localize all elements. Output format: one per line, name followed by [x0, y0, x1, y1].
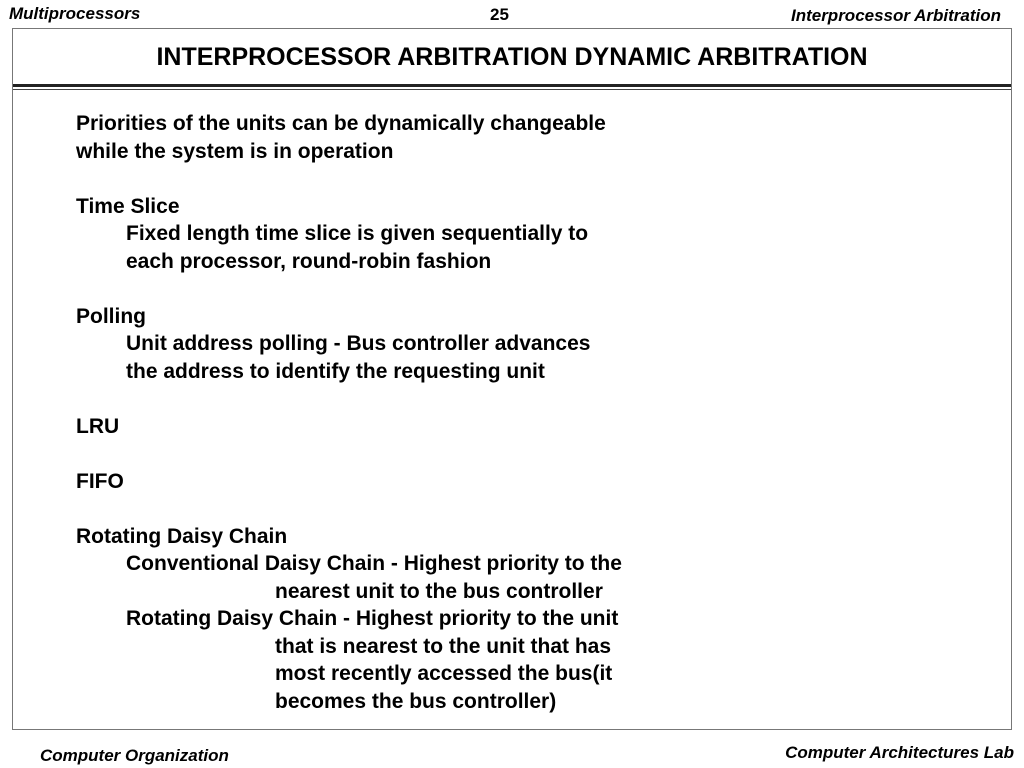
header-course-name: Multiprocessors	[9, 4, 141, 23]
section-heading-time-slice: Time Slice	[76, 194, 180, 218]
section-heading-rotating-daisy-chain: Rotating Daisy Chain	[76, 524, 288, 548]
spacer	[76, 165, 936, 193]
spacer	[76, 385, 936, 413]
time-slice-detail: Fixed length time slice is given sequentially to	[126, 222, 589, 245]
time-slice-detail: each processor, round-robin fashion	[126, 249, 492, 273]
title-divider-thick	[13, 84, 1011, 87]
header-topic: Interprocessor Arbitration	[790, 6, 1001, 25]
spacer	[76, 495, 936, 523]
section-heading-polling: Polling	[76, 304, 146, 328]
rotating-daisy-chain-detail-cont: that is nearest to the unit that has	[275, 634, 612, 658]
page-number: 25	[490, 5, 509, 24]
spacer	[76, 440, 936, 468]
spacer	[76, 275, 936, 303]
polling-detail: Unit address polling - Bus controller advances	[126, 332, 591, 355]
section-heading-fifo: FIFO	[76, 469, 124, 493]
intro-line: Priorities of the units can be dynamically changeable	[76, 112, 606, 135]
rotating-daisy-chain-detail: Rotating Daisy Chain - Highest priority to the unit	[126, 607, 619, 630]
rotating-daisy-chain-detail-cont: becomes the bus controller)	[275, 689, 557, 713]
intro-line: while the system is in operation	[76, 139, 394, 163]
slide-title: INTERPROCESSOR ARBITRATION DYNAMIC ARBITRATION	[156, 43, 868, 71]
section-heading-lru: LRU	[76, 414, 120, 438]
polling-detail: the address to identify the requesting unit	[126, 359, 545, 383]
conventional-daisy-chain-detail: Conventional Daisy Chain - Highest priority to the	[126, 552, 622, 575]
conventional-daisy-chain-detail-cont: nearest unit to the bus controller	[275, 579, 603, 603]
slide-body	[76, 110, 936, 715]
footer-lab: Computer Architectures Lab	[785, 743, 1014, 762]
title-divider-thin	[13, 89, 1011, 90]
slide-frame	[12, 28, 1012, 730]
footer-course: Computer Organization	[40, 746, 229, 765]
rotating-daisy-chain-detail-cont: most recently accessed the bus(it	[275, 662, 613, 685]
